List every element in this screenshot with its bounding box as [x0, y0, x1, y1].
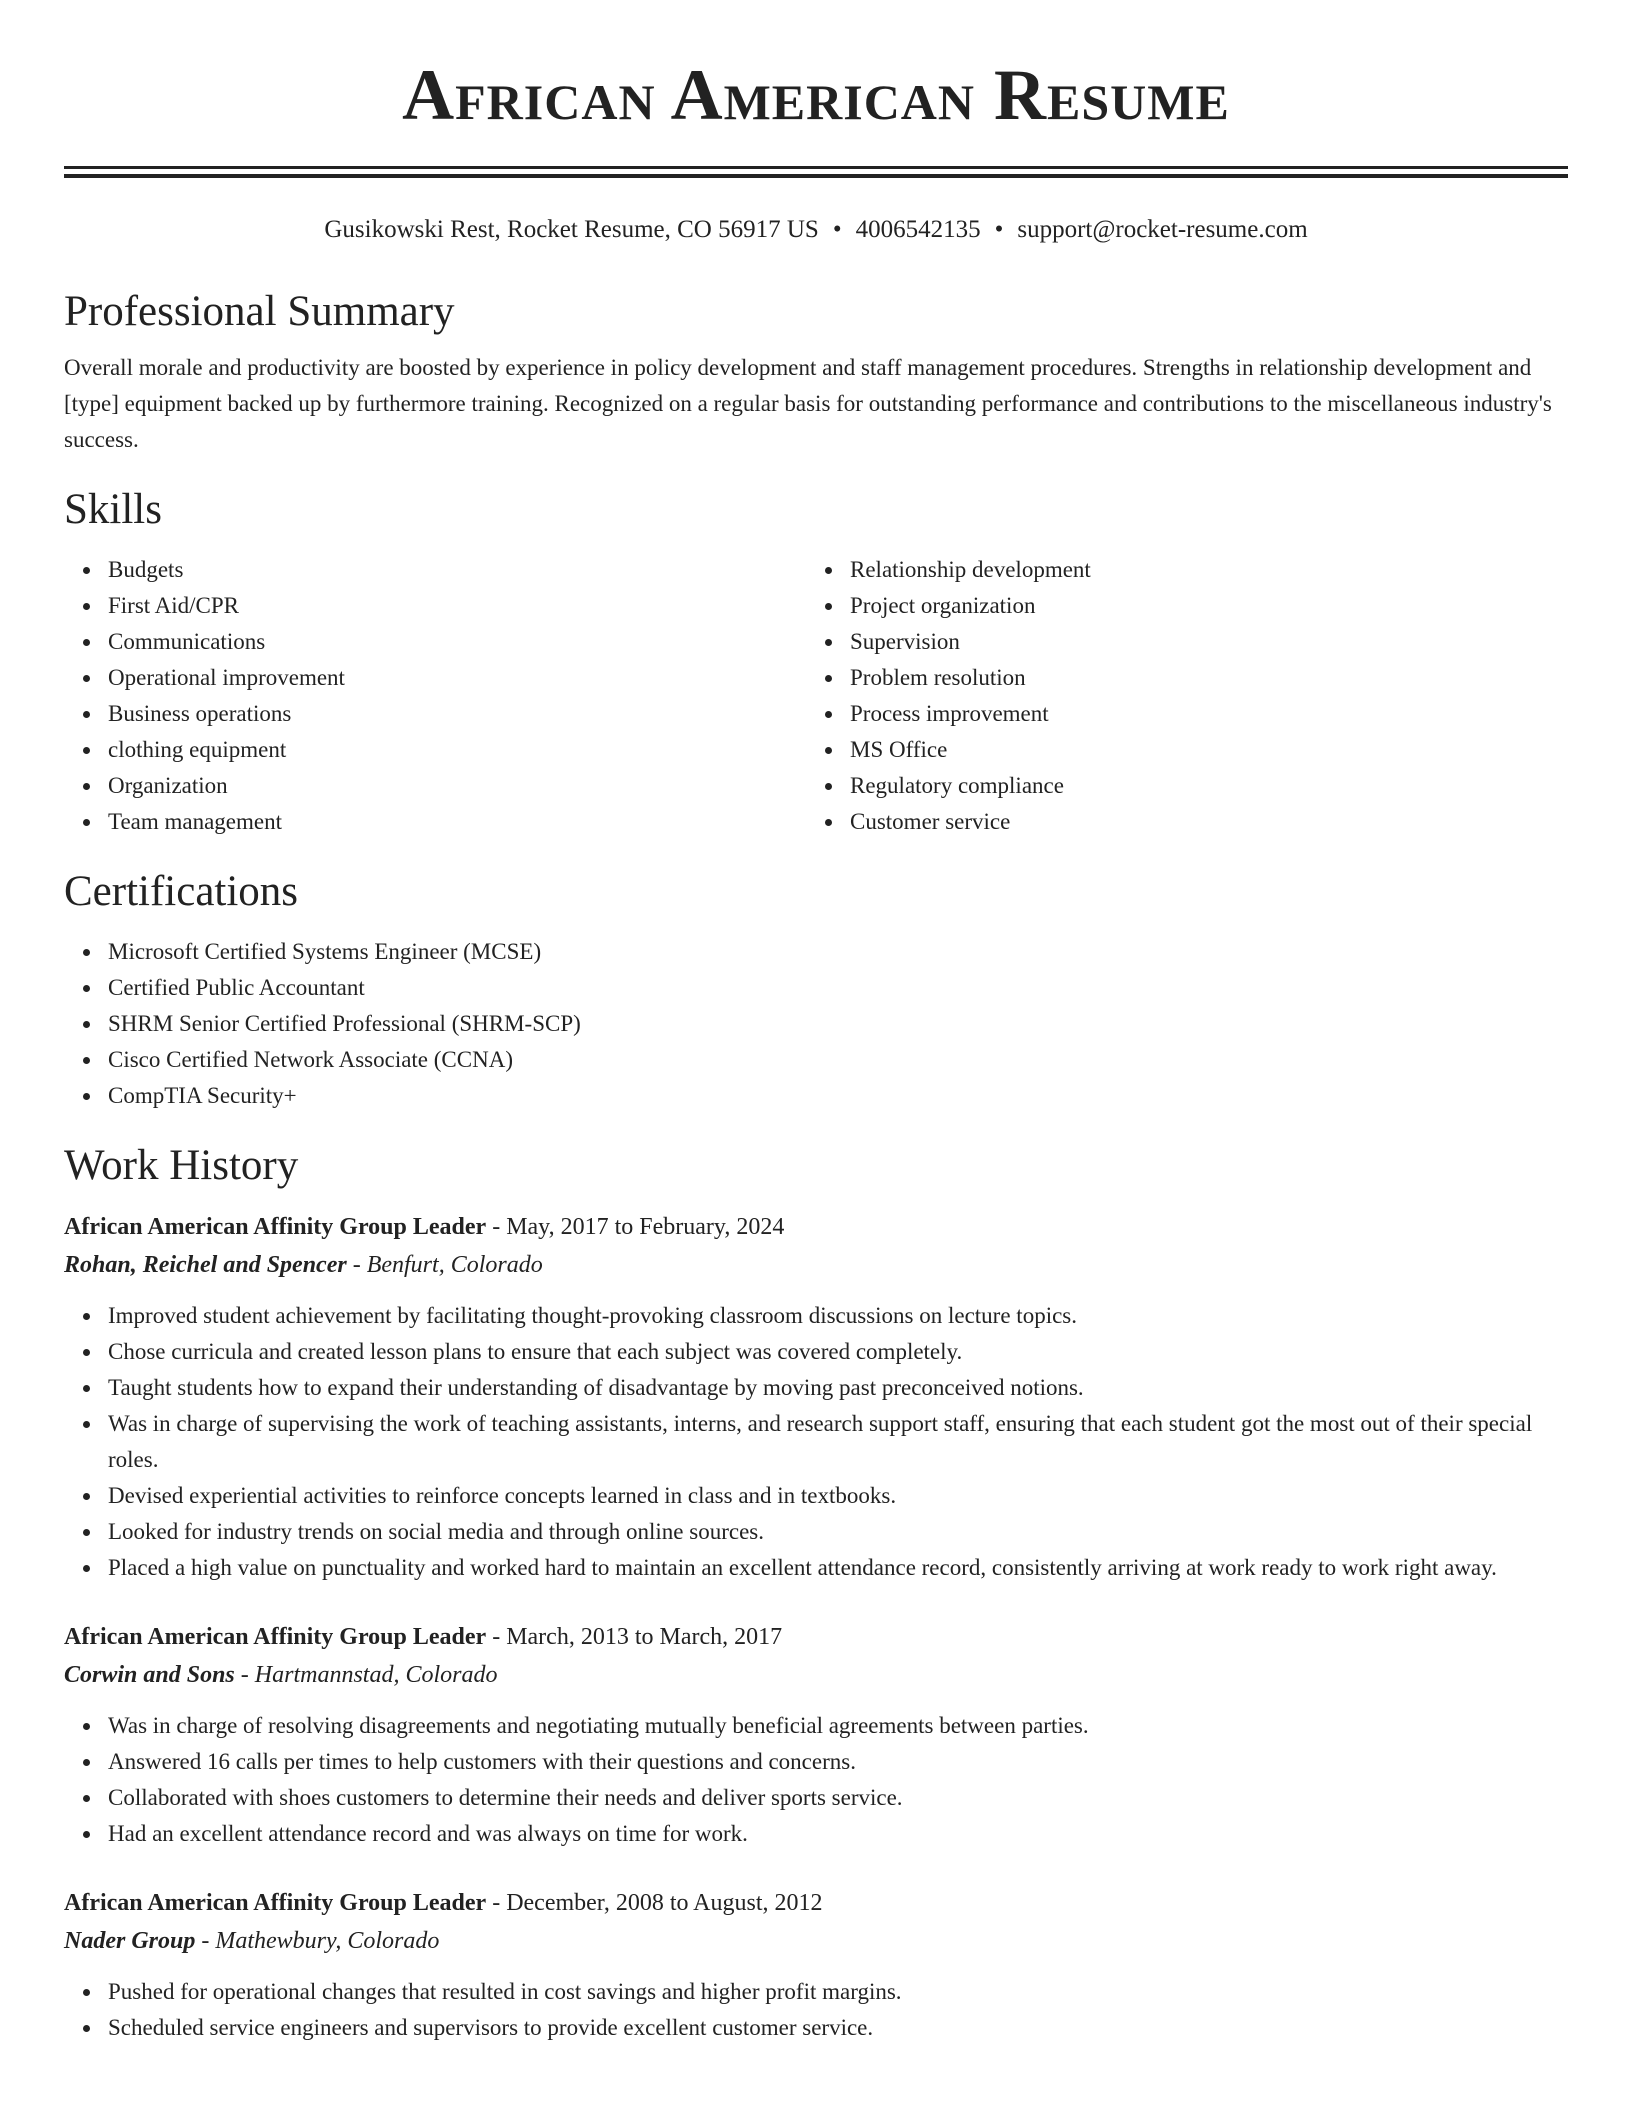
skill-item: Regulatory compliance: [850, 768, 1548, 804]
skill-item: clothing equipment: [108, 732, 806, 768]
skills-list-left: [64, 552, 806, 840]
skill-item: Budgets: [108, 552, 806, 588]
certifications-list: [64, 934, 1568, 1114]
skill-item: Business operations: [108, 696, 806, 732]
job-title-line: [64, 1618, 1568, 1656]
contact-line: [64, 214, 1568, 246]
job-location: Benfurt, Colorado: [366, 1252, 543, 1278]
job-dash: -: [234, 1662, 255, 1688]
job-dash: -: [346, 1252, 367, 1278]
job-bullet: Was in charge of supervising the work of teaching assistants, interns, and research support staff, ensuring that each student got the most out of their special roles.: [108, 1406, 1568, 1478]
skills-column-right: [806, 552, 1548, 840]
job-bullet: Looked for industry trends on social media and through online sources.: [108, 1514, 1568, 1550]
job-title-line: [64, 1208, 1568, 1246]
job-role: African American Affinity Group Leader: [64, 1890, 487, 1916]
skill-item: Project organization: [850, 588, 1548, 624]
job-company: Nader Group: [64, 1928, 196, 1954]
job-location: Mathewbury, Colorado: [215, 1928, 440, 1954]
job-role: African American Affinity Group Leader: [64, 1214, 487, 1240]
skill-item: Relationship development: [850, 552, 1548, 588]
contact-separator: •: [994, 216, 1004, 243]
job-entry: [64, 1884, 1568, 2046]
skills-grid: [64, 552, 1568, 840]
resume-page: [64, 0, 1568, 2046]
job-dash: -: [195, 1928, 216, 1954]
certification-item: Microsoft Certified Systems Engineer (MCSE): [108, 934, 1568, 970]
resume-title: African American Resume: [402, 55, 1230, 135]
job-bullet: Had an excellent attendance record and was always on time for work.: [108, 1816, 1568, 1852]
job-bullet: Devised experiential activities to reinforce concepts learned in class and in textbooks.: [108, 1478, 1568, 1514]
summary-heading: Professional Summary: [64, 288, 455, 335]
job-dash: -: [486, 1890, 507, 1916]
job-bullet: Was in charge of resolving disagreements and negotiating mutually beneficial agreements between parties.: [108, 1708, 1568, 1744]
job-entry: [64, 1618, 1568, 1852]
certification-item: Cisco Certified Network Associate (CCNA): [108, 1042, 1568, 1078]
contact-phone: 4006542135: [855, 216, 981, 243]
job-bullet-list: [64, 1298, 1568, 1586]
job-bullet-list: [64, 1708, 1568, 1852]
skill-item: Operational improvement: [108, 660, 806, 696]
job-bullet: Collaborated with shoes customers to determine their needs and deliver sports service.: [108, 1780, 1568, 1816]
contact-separator: •: [832, 216, 842, 243]
job-bullet: Improved student achievement by facilitating thought-provoking classroom discussions on lecture topics.: [108, 1298, 1568, 1334]
skill-item: Customer service: [850, 804, 1548, 840]
job-entry: [64, 1208, 1568, 1586]
skill-item: Supervision: [850, 624, 1548, 660]
skill-item: Process improvement: [850, 696, 1548, 732]
job-bullet: Chose curricula and created lesson plans to ensure that each subject was covered completely.: [108, 1334, 1568, 1370]
skill-item: Problem resolution: [850, 660, 1548, 696]
job-bullet: Answered 16 calls per times to help customers with their questions and concerns.: [108, 1744, 1568, 1780]
job-location: Hartmannstad, Colorado: [254, 1662, 498, 1688]
job-role: African American Affinity Group Leader: [64, 1624, 487, 1650]
skill-item: Team management: [108, 804, 806, 840]
certification-item: Certified Public Accountant: [108, 970, 1568, 1006]
job-bullet: Pushed for operational changes that resulted in cost savings and higher profit margins.: [108, 1974, 1568, 2010]
skill-item: MS Office: [850, 732, 1548, 768]
certifications-heading: Certifications: [64, 868, 299, 915]
skill-item: Communications: [108, 624, 806, 660]
skills-list-right: [806, 552, 1548, 840]
contact-address: Gusikowski Rest, Rocket Resume, CO 56917 US: [324, 216, 819, 243]
title-rule-top: [64, 166, 1568, 169]
title-rule-bottom: [64, 174, 1568, 178]
job-company: Rohan, Reichel and Spencer: [64, 1252, 347, 1278]
job-dates: May, 2017 to February, 2024: [506, 1214, 785, 1240]
job-bullet: Scheduled service engineers and supervisors to provide excellent customer service.: [108, 2010, 1568, 2046]
job-dates: March, 2013 to March, 2017: [506, 1624, 783, 1650]
certification-item: SHRM Senior Certified Professional (SHRM-SCP): [108, 1006, 1568, 1042]
skill-item: First Aid/CPR: [108, 588, 806, 624]
job-title-line: [64, 1884, 1568, 1922]
summary-text: Overall morale and productivity are boosted by experience in policy development and staff management procedures. Strengths in relationship development and [type] equipment backed up by furthermore training. Recognized on a regular basis for outstanding performance and contributions to the miscellaneous industry's success.: [64, 355, 1552, 452]
skills-heading: Skills: [64, 486, 162, 533]
work-history-heading: Work History: [64, 1142, 299, 1189]
job-company-line: [64, 1246, 1568, 1284]
certification-item: CompTIA Security+: [108, 1078, 1568, 1114]
job-dash: -: [486, 1214, 507, 1240]
job-company-line: [64, 1922, 1568, 1960]
job-company: Corwin and Sons: [64, 1662, 235, 1688]
skill-item: Organization: [108, 768, 806, 804]
job-company-line: [64, 1656, 1568, 1694]
job-bullet: Placed a high value on punctuality and worked hard to maintain an excellent attendance record, consistently arriving at work ready to work right away.: [108, 1550, 1568, 1586]
job-bullet: Taught students how to expand their understanding of disadvantage by moving past preconceived notions.: [108, 1370, 1568, 1406]
skills-column-left: [64, 552, 806, 840]
job-dash: -: [486, 1624, 507, 1650]
contact-email: support@rocket-resume.com: [1017, 216, 1308, 243]
job-bullet-list: [64, 1974, 1568, 2046]
job-dates: December, 2008 to August, 2012: [506, 1890, 823, 1916]
